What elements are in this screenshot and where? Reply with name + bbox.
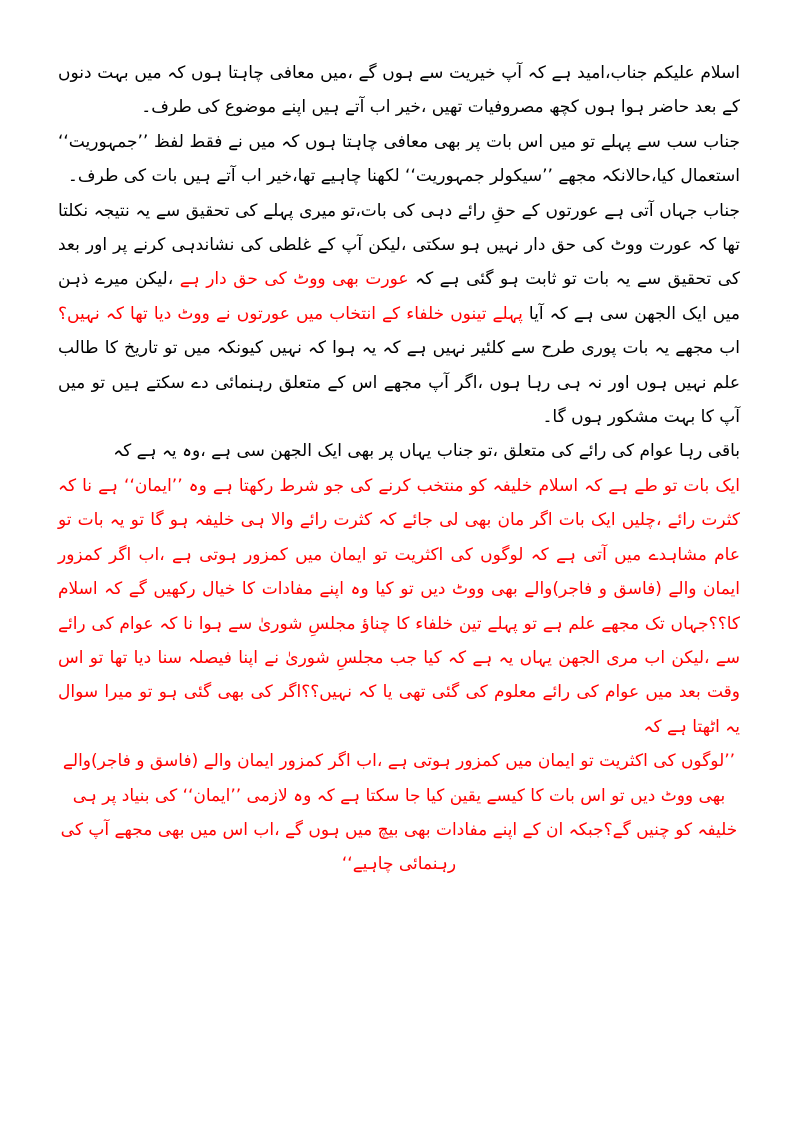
women-vote-highlight-1: عورت بھی ووٹ کی حق دار ہے: [179, 269, 409, 290]
women-vote-text-a: جناب جہاں آتی ہے عورتوں کے حقِ رائے دہی کی بات،تو میری پہلے کی تحقیق سے یہ نتیجہ نکلتا تھا کہ عورت ووٹ کی حق دار نہیں ہو سکتی ،لیکن آپ کے غلطی کی نشاندہی کرنے پر اور بعد کی تحقیق سے یہ بات تو ثابت ہو گئی ہے کہ: [58, 200, 740, 290]
women-vote-text-b: ،لیکن میرے ذہن میں ایک الجھن سی ہے کہ آیا: [58, 269, 740, 324]
caliph-selection-paragraph: ایک بات تو طے ہے کہ اسلام خلیفہ کو منتخب کرنے کی جو شرط رکھتا ہے وہ ’’ایمان‘‘ ہے نا کہ کثرت رائے ،چلیں ایک بات اگر مان بھی لی جائے کہ کثرت رائے والا ہی خلیفہ ہو گا تو یہ بات تو عام مشاہدے میں آتی ہے کہ لوگوں کی اکثریت تو ایمان میں کمزور ہوتی ہے ،اب اگر کمزور ایمان والے (فاسق و فاجر)والے بھی ووٹ دیں تو کیا وہ اپنے مفادات کا خیال رکھیں گے کہ اسلام کا؟؟جہاں تک مجھے علم ہے تو پہلے تین خلفاء کا چناؤ مجلسِ شوریٰ سے ہوا نا کہ عوام کی رائے سے ،لیکن اب مری الجھن یہاں یہ ہے کہ کیا جب مجلسِ شوریٰ نے اپنا فیصلہ سنا دیا تھا تو اس وقت بعد میں عوام کی رائے معلوم کی گئی تھی یا کہ نہیں؟؟اگر کی بھی گئی ہو تو میرا سوال یہ اٹھتا ہے کہ: [58, 475, 740, 737]
apology-paragraph: جناب سب سے پہلے تو میں اس بات پر بھی معافی چاہتا ہوں کہ میں نے فقط لفظ ’’جمہوریت‘‘ استعمال کیا،حالانکہ مجھے ’’سیکولر جمہوریت‘‘ لکھنا چاہیے تھا،خیر اب آتے ہیں بات کی طرف۔: [58, 131, 740, 187]
public-opinion-intro: باقی رہا عوام کی رائے کی متعلق ،تو جناب یہاں پر بھی ایک الجھن سی ہے ،وہ یہ ہے کہ: [113, 441, 740, 462]
letter-body: [58, 56, 740, 882]
women-vote-text-c: اب مجھے یہ بات پوری طرح سے کلئیر نہیں ہے کہ یہ ہوا کہ نہیں کیونکہ میں تو تاریخ کا طالب علم نہیں ہوں اور نہ ہی رہا ہوں ،اگر آپ مجھے اس کے متعلق رہنمائی دے سکتے ہیں تو میں آپ کا بہت مشکور ہوں گا۔: [58, 338, 740, 428]
question-quote-paragraph: ’’لوگوں کی اکثریت تو ایمان میں کمزور ہوتی ہے ،اب اگر کمزور ایمان والے (فاسق و فاجر)والے بھی ووٹ دیں تو اس بات کا کیسے یقین کیا جا سکتا ہے کہ وہ لازمی ’’ایمان‘‘ کی بنیاد پر ہی خلیفہ کو چنیں گے؟جبکہ ان کے اپنے مفادات بھی بیچ میں ہوں گے ،اب اس میں بھی مجھے آپ کی رہنمائی چاہیے‘‘: [60, 751, 738, 875]
women-vote-paragraph: [58, 194, 740, 435]
greeting-paragraph: اسلام علیکم جناب،امید ہے کہ آپ خیریت سے ہوں گے ،میں معافی چاہتا ہوں کہ میں بہت دنوں کے بعد حاضر ہوا ہوں کچھ مصروفیات تھیں ،خیر اب آتے ہیں اپنے موضوع کی طرف۔: [58, 63, 740, 118]
women-vote-highlight-2: پہلے تینوں خلفاء کے انتخاب میں عورتوں نے ووٹ دیا تھا کہ نہیں؟: [58, 303, 523, 324]
